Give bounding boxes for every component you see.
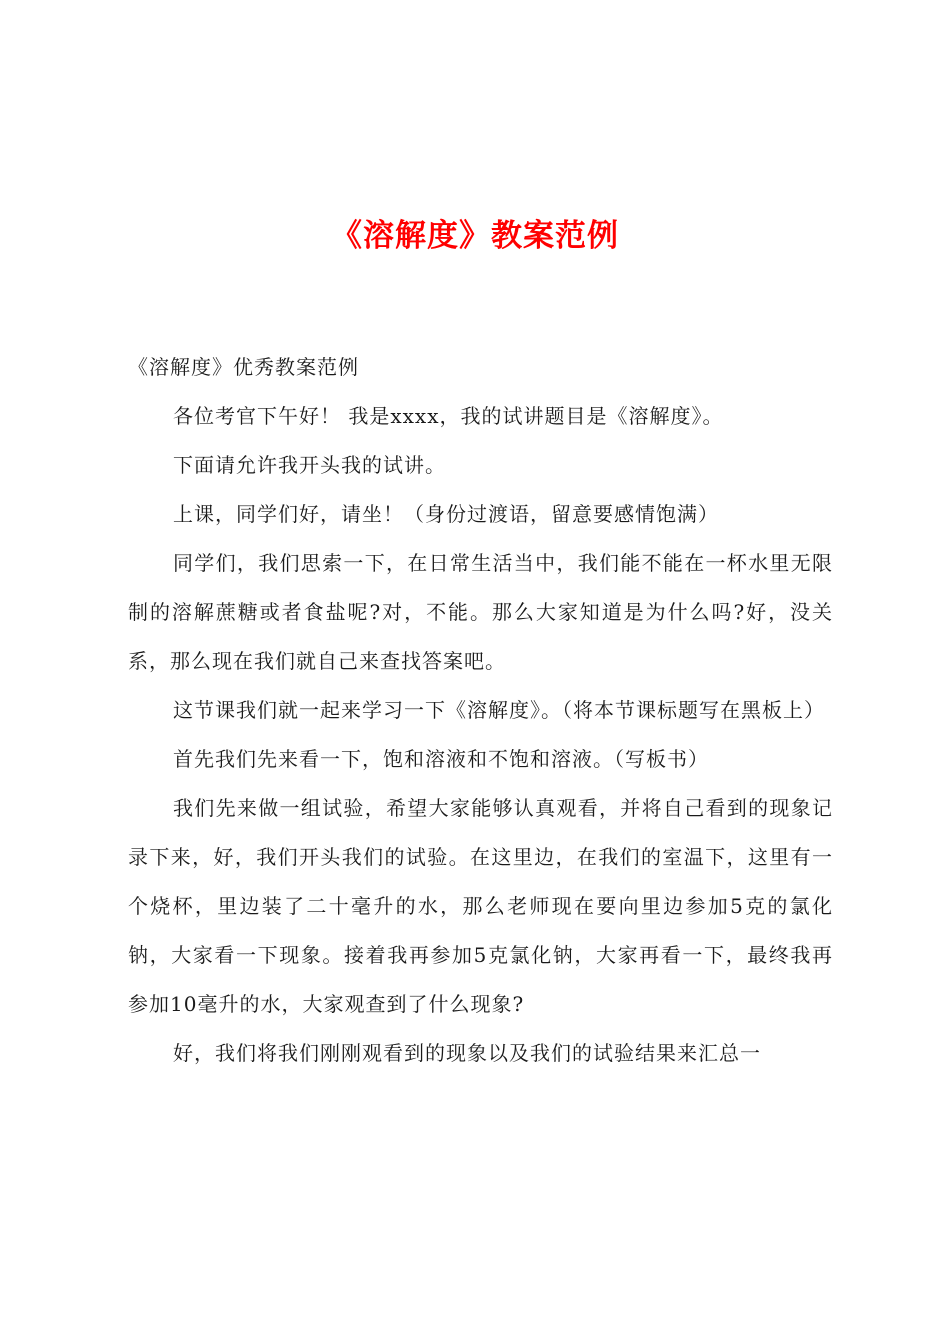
paragraph: 首先我们先来看一下，饱和溶液和不饱和溶液。（写板书） (173, 747, 709, 771)
paragraph: 同学们，我们思索一下，在日常生活当中，我们能不能在一杯水里无限制的溶解蔗糖或者食盐呢?对，不能。那么大家知道是为什么吗?好，没关系，那么现在我们就自己来查找答案吧。 (128, 551, 833, 673)
paragraph: 下面请允许我开头我的试讲。 (173, 453, 446, 477)
paragraph: 好，我们将我们刚刚观看到的现象以及我们的试验结果来汇总一 (173, 1041, 761, 1065)
paragraph: 这节课我们就一起来学习一下《溶解度》。（将本节课标题写在黑板上） (173, 698, 825, 722)
paragraph-subtitle: 《溶解度》优秀教案范例 (128, 355, 359, 379)
document-title: 《溶解度》教案范例 (331, 218, 619, 254)
paragraph: 上课，同学们好，请坐！（身份过渡语，留意要感情饱满） (173, 502, 719, 526)
paragraph: 我们先来做一组试验，希望大家能够认真观看，并将自己看到的现象记录下来，好，我们开头我们的试验。在这里边，在我们的室温下，这里有一个烧杯，里边装了二十毫升的水，那么老师现在要向里边参加5克的氯化钠，大家看一下现象。接着我再参加5克氯化钠，大家再看一下，最终我再参加10毫升的水，大家观查到了什么现象? (128, 796, 833, 1016)
document-body (128, 343, 833, 1078)
paragraph: 各位考官下午好！ 我是xxxx，我的试讲题目是《溶解度》。 (173, 404, 724, 428)
